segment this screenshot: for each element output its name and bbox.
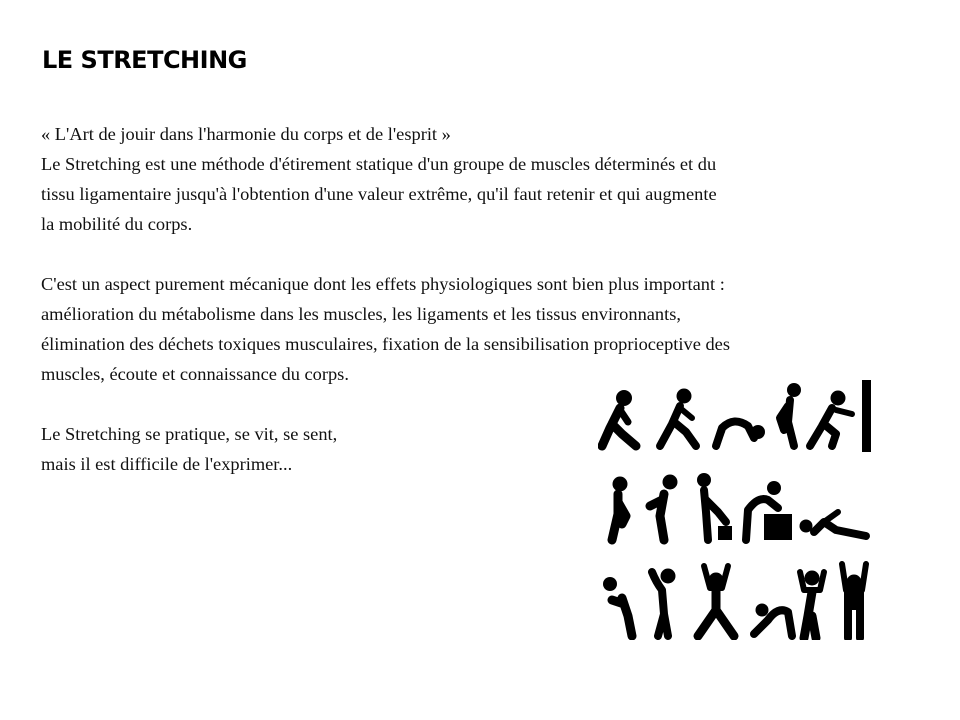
stretch-figure-seated-forward-icon — [754, 604, 792, 637]
text-line: Le Stretching se pratique, se vit, se sent, — [41, 424, 338, 444]
stretch-figure-arm-cross-icon — [650, 475, 678, 541]
text-line: Le Stretching est une méthode d'étirement statique d'un groupe de muscles déterminés et du — [41, 154, 717, 174]
text-line: C'est un aspect purement mécanique dont les effets physiologiques sont bien plus important : — [41, 274, 725, 294]
text-line: mais il est difficile de l'exprimer... — [41, 454, 293, 474]
stretch-figure-overhead-reach-icon — [800, 571, 824, 639]
stretch-figure-arms-up-straight-icon — [842, 564, 866, 638]
page-title: LE STRETCHING — [42, 46, 247, 74]
stretching-pictograms-icon — [598, 376, 878, 640]
stretch-figure-wall-push-icon — [810, 380, 871, 452]
text-line: la mobilité du corps. — [41, 214, 193, 234]
paragraph-effects — [41, 269, 921, 389]
stretch-figure-side-lunge-icon — [660, 389, 696, 447]
text-line: muscles, écoute et connaissance du corps. — [41, 364, 349, 384]
stretch-figure-side-bend-icon — [652, 569, 676, 637]
text-line: amélioration du métabolisme dans les muscles, les ligaments et les tissus environnants, — [41, 304, 681, 324]
stretch-figure-lying-stretch-icon — [800, 512, 867, 536]
stretch-figure-hip-hinge-icon — [697, 473, 732, 540]
paragraph-spacer — [41, 239, 921, 269]
stretch-figure-forward-bend-icon — [716, 421, 765, 446]
stretch-figure-quad-stretch-icon — [780, 383, 801, 446]
text-line: tissu ligamentaire jusqu'à l'obtention d'une valeur extrême, qu'il faut retenir et qui augmente — [41, 184, 717, 204]
paragraph-intro — [41, 119, 921, 239]
stretch-figure-lunge-icon — [602, 390, 636, 446]
stretch-figure-arms-up-wide-icon — [698, 566, 734, 636]
text-line: « L'Art de jouir dans l'harmonie du corps et de l'esprit » — [41, 124, 451, 144]
stretch-figure-box-stretch-icon — [746, 481, 792, 540]
text-line: élimination des déchets toxiques musculaires, fixation de la sensibilisation proprioceptive des — [41, 334, 730, 354]
stretch-figure-neck-tilt-icon — [603, 577, 632, 636]
stretch-figure-standing-icon — [612, 477, 628, 541]
